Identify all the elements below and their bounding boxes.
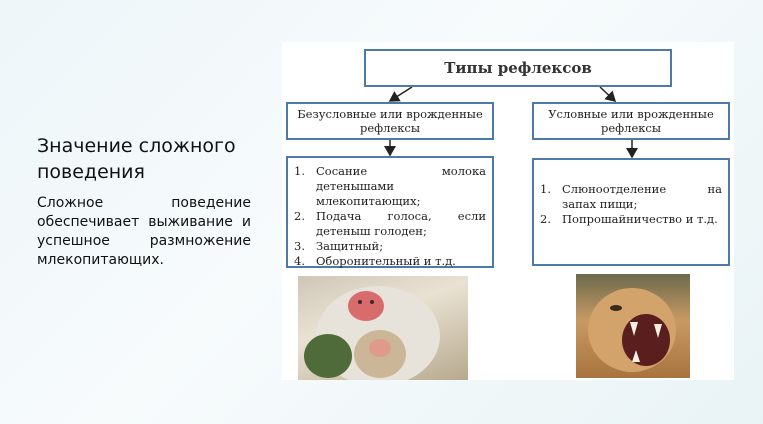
diagram-title: Типы рефлексов <box>364 49 672 87</box>
arrow-title-right <box>600 87 615 101</box>
conditioned-list <box>532 158 730 266</box>
unconditioned-list <box>286 156 494 268</box>
monkeys-photo <box>298 276 468 380</box>
lion-photo <box>576 274 690 378</box>
list-item: 1. Сосание молока детенышами млекопитающих; <box>294 164 486 208</box>
list-item: 2. Попрошайничество и т.д. <box>540 212 718 226</box>
conditioned-heading: Условные или врожденные рефлексы <box>532 102 730 140</box>
arrow-title-left <box>390 87 412 101</box>
list-item: 4. Оборонительный и т.д. <box>294 254 456 268</box>
reflex-diagram <box>282 42 734 380</box>
unconditioned-heading: Безусловные или врожденные рефлексы <box>286 102 494 140</box>
slide-text: Сложное поведение обеспечивает выживание и успешное размножение млекопитающих. <box>37 195 251 268</box>
slide-title: Значение сложного поведения <box>37 135 236 183</box>
list-item: 3. Защитный; <box>294 239 384 253</box>
list-item: 1. Слюноотделение на запах пищи; <box>540 182 722 211</box>
list-item: 2. Подача голоса, если детеныш голоден; <box>294 209 486 238</box>
